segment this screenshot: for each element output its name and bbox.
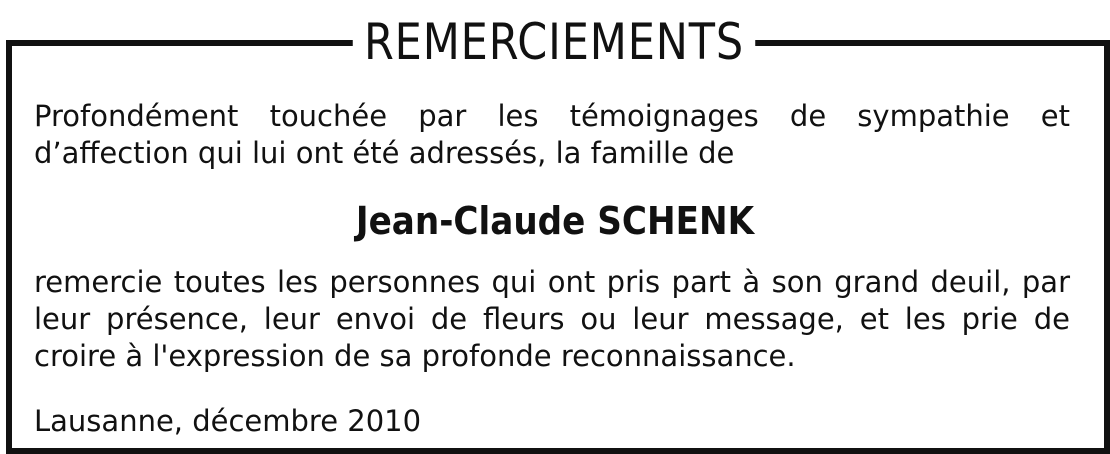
notice-title: REMERCIEMENTS [353, 10, 755, 74]
intro-paragraph: Profondément touchée par les témoignages de sympathie et d’affection qui lui ont été adressés, la famille de [34, 99, 1070, 170]
thanks-paragraph: remercie toutes les personnes qui ont pris part à son grand deuil, par leur présence, leur envoi de fleurs ou leur message, et les prie de croire à l'expression de sa profonde reconnaissance. [34, 265, 1070, 373]
place-date: Lausanne, décembre 2010 [34, 404, 422, 438]
deceased-name: Jean-Claude SCHENK [355, 199, 755, 243]
